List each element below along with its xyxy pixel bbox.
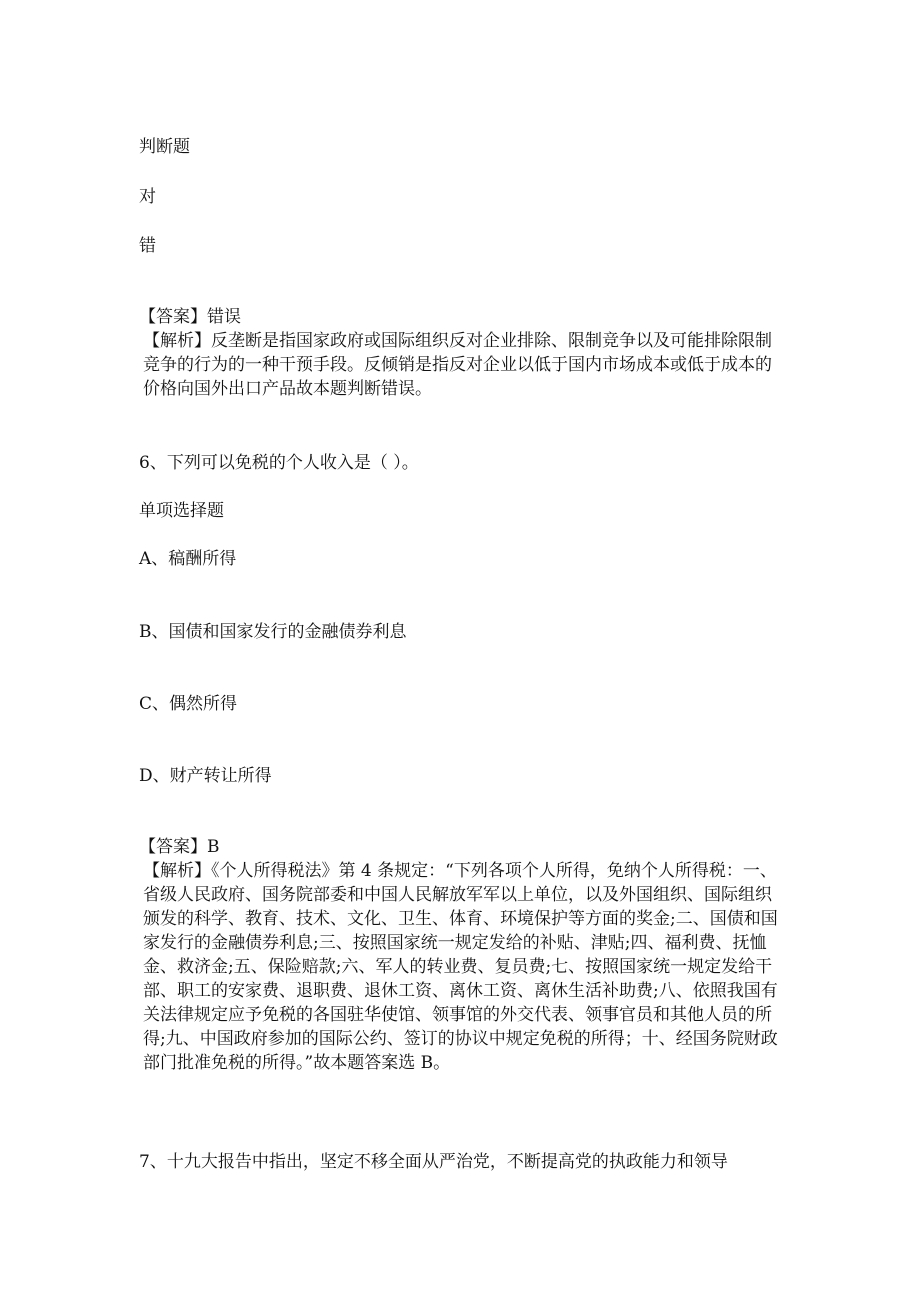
question-text: 6、下列可以免税的个人收入是（ ）。: [139, 453, 419, 473]
explanation-text: 【解析】反垄断是指国家政府或国际组织反对企业排除、限制竞争以及可能排除限制竞争的行为的一种干预手段。反倾销是指反对企业以低于国内市场成本或低于成本的价格向国外出口产品故本题判断错误。: [143, 331, 772, 399]
option-d[interactable]: D、财产转让所得: [139, 766, 272, 786]
option-false[interactable]: 错: [139, 236, 156, 256]
option-b[interactable]: B、国债和国家发行的金融债券利息: [139, 622, 407, 642]
question-type: 单项选择题: [139, 501, 224, 521]
answer-block: [139, 835, 784, 1075]
option-a[interactable]: A、稿酬所得: [139, 549, 237, 569]
answer-block: [139, 305, 784, 401]
option-true[interactable]: 对: [139, 187, 156, 207]
question-type: 判断题: [139, 137, 190, 157]
answer-text: 【答案】错误: [139, 307, 241, 327]
answer-text: 【答案】B: [139, 837, 220, 857]
option-c[interactable]: C、偶然所得: [139, 694, 238, 714]
question-text: 7、十九大报告中指出，坚定不移全面从严治党，不断提高党的执政能力和领导: [139, 1152, 728, 1172]
explanation-text: 【解析】《个人所得税法》第 4 条规定：“下列各项个人所得，免纳个人所得税：一、省级人民政府、国务院部委和中国人民解放军军以上单位，以及外国组织、国际组织颁发的科学、教育、技术、文化、卫生、体育、环境保护等方面的奖金;二、国债和国家发行的金融债券利息;三、按照国家统一规定发给的补贴、津贴;四、福利费、抚恤金、救济金;五、保险赔款;六、军人的转业费、复员费;七、按照国家统一规定发给干部、职工的安家费、退职费、退休工资、离休工资、离休生活补助费;八、依照我国有关法律规定应予免税的各国驻华使馆、领事馆的外交代表、领事官员和其他人员的所得;九、中国政府参加的国际公约、签订的协议中规定免税的所得；十、经国务院财政部门批准免税的所得。”故本题答案选 B。: [143, 861, 778, 1073]
